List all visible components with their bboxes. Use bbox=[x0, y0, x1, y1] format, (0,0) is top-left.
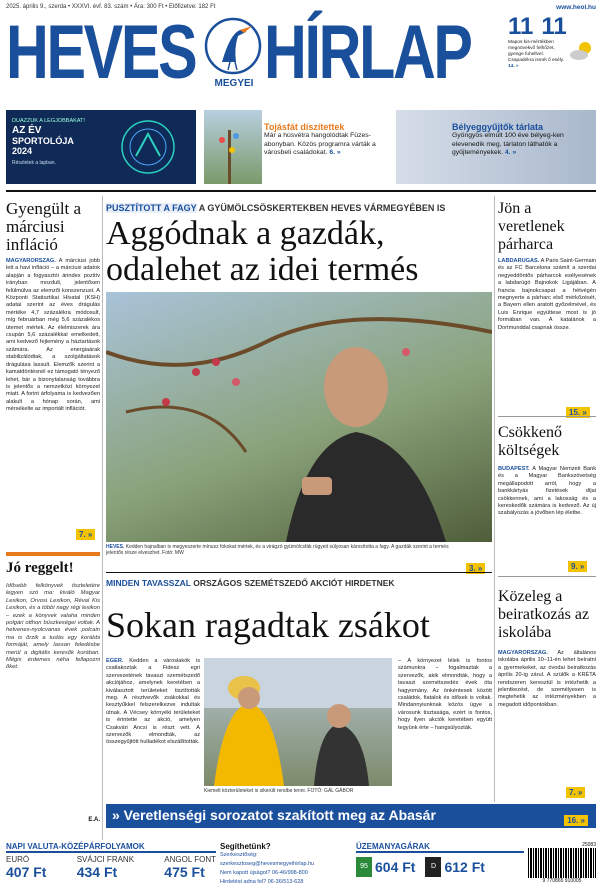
mid-rule bbox=[106, 572, 492, 573]
temp-low: 11 bbox=[508, 13, 534, 40]
barcode-bars bbox=[528, 848, 596, 878]
masthead-title-right: HÍRLAP bbox=[264, 10, 471, 95]
help-title: Segíthetünk? bbox=[220, 842, 271, 851]
divider-left bbox=[102, 196, 103, 840]
crest-logo bbox=[200, 14, 266, 86]
sports-banner[interactable] bbox=[106, 804, 596, 828]
fx-gbp: ANGOL FONT 475 Ft bbox=[164, 855, 216, 880]
partly-cloudy-icon bbox=[568, 40, 594, 62]
promo-tojas-photo bbox=[204, 110, 262, 184]
masthead-title-left: HEVES bbox=[6, 10, 196, 95]
promo-tojas-title: Tojásfát díszítettek bbox=[264, 122, 345, 132]
promo-tojas[interactable] bbox=[264, 122, 394, 158]
promo-sport-line4: 2024 bbox=[12, 146, 33, 156]
right-story1-page[interactable]: 15. » bbox=[566, 402, 590, 420]
main-kicker: PUSZTÍTOTT A FAGY A GYÜMÖLCSÖSKERTEKBEN HEVES VÁRMEGYÉBEN IS bbox=[106, 203, 446, 213]
fuel-box bbox=[356, 842, 524, 877]
right-story1-body: LABDARÚGÁS. A Paris Saint-Germain és az FC Barcelona számít a szerdai negyeddöntős párharcok esélyesének a labdarúgó Bajnokok Ligájában. A francia bajnokcsapat a hétvégén megnyerte a párharc első mérkőzését, a Bayern ellen aratott győzelmével, és Luis Enrique együttese most is jó formában van. A katalánok a Dortmunddal csapnak össze. bbox=[498, 258, 596, 331]
promo-sport-line3: SPORTOLÓJA bbox=[12, 136, 74, 146]
fx-title: NAPI VALUTA-KÖZÉPÁRFOLYAMOK bbox=[6, 842, 216, 853]
promo-sport-line1: DUAZZUK A LEGJOBBAKAT! bbox=[12, 118, 85, 124]
right-rule-1 bbox=[498, 416, 596, 417]
story2-photo bbox=[204, 658, 392, 786]
right-story1-headline[interactable]: Jön a veretlenek párharca bbox=[498, 200, 565, 253]
fuel-diesel: D 612 Ft bbox=[425, 857, 484, 877]
sports-banner-page: 16. » bbox=[564, 810, 588, 828]
left-page-ref[interactable]: 7. » bbox=[76, 524, 95, 542]
promo-sport-line2: AZ ÉV bbox=[12, 125, 42, 136]
promo-sport[interactable] bbox=[6, 110, 196, 184]
main-page-ref[interactable]: 3. » bbox=[466, 558, 485, 576]
help-line-3[interactable]: Hirdetést adna fel? 06-36/513-628 bbox=[220, 879, 304, 885]
sports-banner-text: » Veretlenségi sorozatot szakított meg az Abasár bbox=[112, 807, 436, 823]
story2-kicker: MINDEN TAVASSZAL ORSZÁGOS SZEMÉTSZEDŐ AKCIÓT HIRDETNEK bbox=[106, 578, 395, 588]
barcode-number: 9 770865 910005 bbox=[542, 878, 582, 884]
website[interactable]: www.heol.hu bbox=[556, 4, 596, 11]
help-line-1[interactable]: Szerkesztőség: szerkesztoseg@hevesmegyeihirlap.hu bbox=[220, 852, 315, 867]
issue-info: 2025. április 9., szerda • XXXVI. évf. 83. szám • Ára: 300 Ft • Előfizetve: 182 Ft bbox=[6, 4, 216, 10]
main-photo-caption: HEVES. Kedden hajnalban is megyeszerte mínusz fokokat mértek, és a virágzó gyümölcsfák rügyeit súlyosan károsította a fagy. A gazdák szerint a termés jelentős része elveszhet. Fotó: MW bbox=[106, 544, 449, 557]
weather-text: Mapos kis-mértékben megnövekvő felhőzet, gyenge fuhellvel. Csapadékra ismét ő esély. 14. » bbox=[508, 40, 565, 69]
help-box bbox=[220, 842, 350, 887]
fuel-title: ÜZEMANYAGÁRAK bbox=[356, 842, 524, 853]
callout-author: E.A. bbox=[88, 817, 100, 823]
promo-belyeg[interactable] bbox=[452, 122, 594, 158]
temp-high: 11 bbox=[541, 13, 567, 40]
promo-belyeg-text: Gyöngyös elmúlt 100 éve bélyeg-ken elevenedik meg, tárlaton láthatók a gyűjteményekek. 4. » bbox=[452, 132, 564, 157]
right-story2-headline[interactable]: Csökkenő költségek bbox=[498, 424, 562, 459]
left-headline[interactable]: Gyengült a márciusi infláció bbox=[6, 199, 82, 254]
fx-box bbox=[6, 842, 216, 880]
right-story2-page[interactable]: 9. » bbox=[568, 556, 587, 574]
right-story2-body: BUDAPEST. A Magyar Nemzeti Bank és a Magyar Bankszövetség megállapodott arról, hogy a bankkártyás fizetések díjai csökkennek, ami a lakosság és a kereskedők számára is kedvező. Az új szabályozás a jövőben lép életbe. bbox=[498, 466, 596, 517]
left-body: MAGYARORSZÁG. A márciusi jobb lett a havi infláció – a márciusi adatok alapján a fogyasztói árindex pozitív irányban mozdult, jelentősen felülmúlva az elemzői konszenzust. A Központi Statisztikai Hivatal (KSH) adatai szerint az éves drágulás mértéke 4,7 százalékra módosult, míg februárban még 5,6 százalékos ütemet mértek. Az élelmiszerek ára csupán 5,6 százalékkal emelkedett, ami kedvező fejlemény a háztartások számára. Az energiaárak stabilizálódtak, a szolgáltatások drágulása lassult. Elemzők szerint a kamatdöntésnél ez támogató tényező lehet, bár a bizonytalanság továbbra is jelentős a nemzetközi környezet miatt. A forint árfolyama is kedvezően alakult a hónap során, ami mérsékelte az importált inflációt. bbox=[6, 258, 100, 413]
main-headline[interactable]: Aggódnak a gazdák, odalehet az idei termés bbox=[106, 215, 419, 288]
right-story3-body: MAGYARORSZÁG. Az általános iskolába április 10–11-én lehet beíratni a gyermekeket, az óvodai beiratkozás április 20-ig zárul. A szülők a KRÉTA rendszeren keresztül is intézhetik a jelentkezést, de személyesen is megtehetik az intézményekben a megadott időpontokban. bbox=[498, 650, 596, 708]
fuel-pump-icon: D bbox=[425, 857, 441, 877]
main-photo bbox=[106, 292, 492, 542]
issue-code: 25083 bbox=[582, 842, 596, 848]
masthead-megyei: MEGYEI bbox=[214, 78, 254, 89]
callout-title: Jó reggelt! bbox=[6, 560, 74, 576]
promo-belyeg-title: Bélyeggyűjtők tárlata bbox=[452, 122, 544, 132]
story2-photo-caption: Kiemelt közterületeket is sikerült rendbe tenni. FOTÓ: GÁL GÁBOR bbox=[204, 788, 354, 794]
weather-box bbox=[508, 14, 596, 94]
barcode bbox=[528, 842, 596, 890]
top-rule bbox=[6, 190, 596, 192]
fx-euro: EURÓ 407 Ft bbox=[6, 855, 47, 880]
divider-right bbox=[494, 196, 495, 802]
right-rule-2 bbox=[498, 576, 596, 577]
fx-chf: SVÁJCI FRANK 434 Ft bbox=[76, 855, 135, 880]
promo-sport-line5: Részletek a lapban. bbox=[12, 160, 56, 166]
sport-graphic bbox=[106, 116, 190, 178]
story2-headline[interactable]: Sokan ragadtak zsákot bbox=[106, 605, 430, 645]
callout-body: Idősebb felkönyvek tiszteletére legyen szó ma: kiváló Magyar Lexikon, Orvosi Lexikon, Révai Kis Lexikon, és a többi nagy régi lexikon – ezek a könyvek valaha minden polgári otthon büszkeségei voltak. A hetvenes-nyolcvanas évek polcain ma is őrzik a tudás egy korábbi formáját, amely lassan feledésbe merül a digitális keresők korában. Mégis érdemes néha fellapozni őket. bbox=[6, 583, 100, 671]
promo-tojas-text: Már a húsvétra hangolódtak Füzes-abonyban. Közös programra várták a városbeli családokat. 6. » bbox=[264, 132, 376, 157]
right-story3-page[interactable]: 7. » bbox=[566, 782, 585, 800]
fuel-pump-icon: 95 bbox=[356, 857, 372, 877]
story2-col1: EGER. Kedden a városlakók is csatlakoztak a Fidesz egri szervezetének tavaszi szemétszedő akciójához, amelynek keretében a kiválasztott területeket tisztították meg. A résztvevők zsákokkal és kesztyűkkel felszerelkezve indultak útnak. A Vécsey környéki területeket is érintette az akció, amelyen Csakvári Ancsi is részt vett. A szervezők elmondták, az összegyűjtött hulladékot elszállították. bbox=[106, 658, 200, 746]
story2-col3: – A környezet lélek is fontos számunkra – fogalmaztak a szervezők, akik elmondták, hogy a tavaszi szemétszedés évek óta hagyomány. Az önkéntesek között családok, fiatalok és idősek is voltak. Mindannyiunknak közös ügye a városunk tisztasága, ezért is fontos, hogy ilyen akciók keretében együtt tegyünk érte – hangsúlyozták. bbox=[398, 658, 492, 731]
help-line-2[interactable]: Nem kapott újságot? 06-46/998-800 bbox=[220, 870, 308, 876]
right-story3-headline[interactable]: Közeleg a beiratkozás az iskolába bbox=[498, 588, 590, 641]
callout-box bbox=[6, 552, 100, 840]
fuel-95: 95 604 Ft bbox=[356, 857, 415, 877]
